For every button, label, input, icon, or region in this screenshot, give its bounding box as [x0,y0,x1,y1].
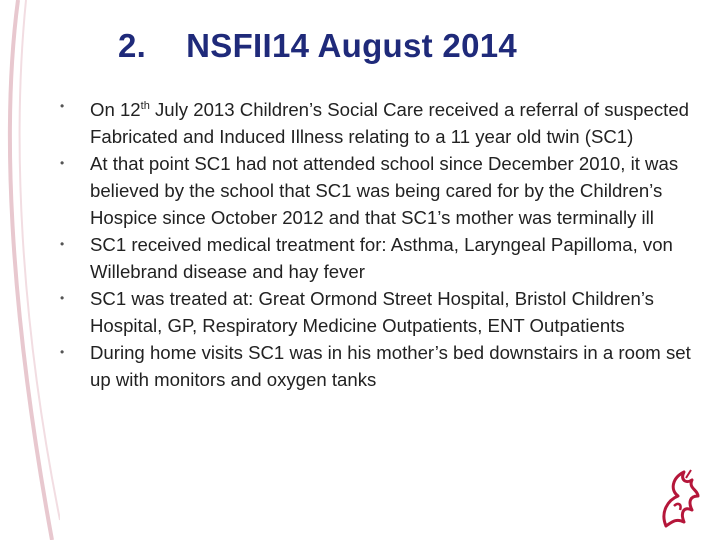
bullet-marker: • [60,156,65,171]
title-text: NSFII14 August 2014 [186,27,518,64]
dragon-logo-icon [658,466,702,530]
bullet-item [58,285,698,339]
bullet-text: SC1 was treated at: Great Ormond Street Hospital, Bristol Children’s Hospital, GP, Respiratory Medicine Outpatients, ENT Outpatients [90,288,654,337]
bullet-marker: • [60,99,65,113]
bullet-item [58,231,698,285]
bullet-marker: • [60,291,65,306]
decorative-swoosh [0,0,60,540]
bullet-text: On 12th July 2013 Children’s Social Care received a referral of suspected Fabricated and Induced Illness relating to a 11 year old twin (SC1) [90,99,689,148]
bullet-text: During home visits SC1 was in his mother’s bed downstairs in a room set up with monitors and oxygen tanks [90,342,691,391]
bullet-item [58,93,698,150]
bullet-text: SC1 received medical treatment for: Asthma, Laryngeal Papilloma, von Willebrand disease and hay fever [90,234,673,283]
bullet-marker: • [60,345,65,360]
bullet-list [58,93,698,393]
bullet-item [58,150,698,231]
bullet-item [58,339,698,393]
bullet-text: At that point SC1 had not attended school since December 2010, it was believed by the school that SC1 was being cared for by the Children’s Hospice since October 2012 and that SC1’s mother was terminally ill [90,153,679,229]
bullet-marker: • [60,237,65,252]
page-title [118,27,638,65]
title-number: 2. [118,27,147,64]
